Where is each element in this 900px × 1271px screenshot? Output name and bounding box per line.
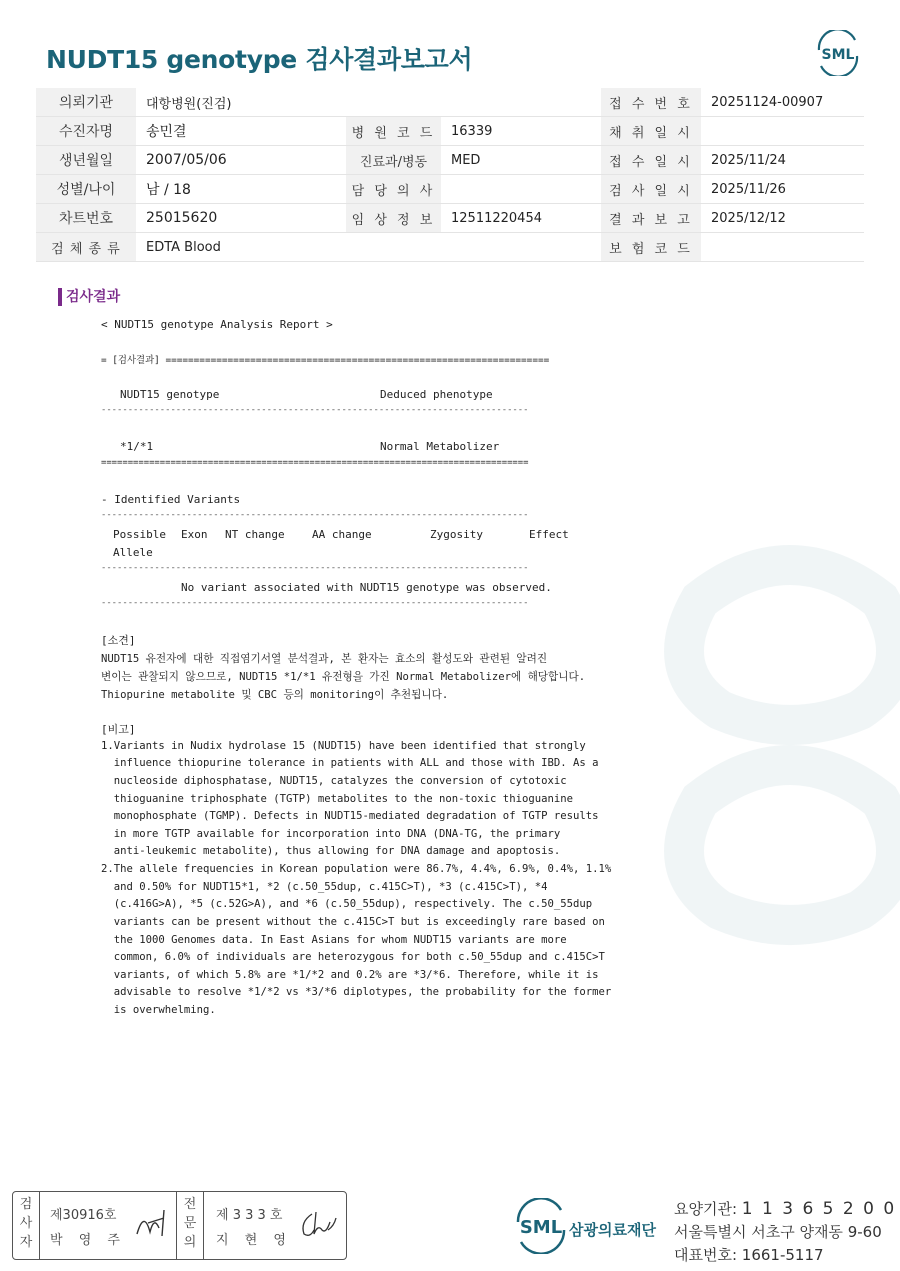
remarks-line: (c.416G>A), *5 (c.52G>A), and *6 (c.50_55dup), respectively. The c.50_55dup: [101, 898, 593, 910]
signature-box: [12, 1191, 347, 1260]
var-col-allele2: Allele: [113, 546, 153, 559]
remarks-line: in more TGTP available for incorporation into DNA (DNA-TG, the primary: [101, 828, 561, 840]
remarks-line: 2.The allele frequencies in Korean population were 86.7%, 4.4%, 6.9%, 0.4%, 1.1%: [101, 863, 612, 875]
info-label: 접 수 일 시: [601, 146, 701, 175]
var-col-aa: AA change: [312, 528, 372, 541]
genotype-value: *1/*1: [120, 440, 154, 453]
sig2-label-cell: [177, 1192, 204, 1259]
info-label: 접 수 번 호: [601, 88, 701, 117]
sig1-license-no: 제30916호: [50, 1208, 117, 1223]
eq-divider: ================================================================================: [101, 458, 529, 468]
remarks-line: nucleoside diphosphatase, NUDT15, catalyzes the conversion of cytotoxic: [101, 775, 567, 787]
patient-info-table: [36, 88, 864, 262]
var-col-effect: Effect: [529, 528, 569, 541]
remarks-line: 1.Variants in Nudix hydrolase 15 (NUDT15) have been identified that strongly: [101, 740, 586, 752]
org-logo-icon: [513, 1198, 569, 1254]
info-value: 2007/05/06: [136, 146, 346, 175]
info-row: [36, 204, 864, 233]
dash-divider: --------------------------------------------------------------------------------: [101, 510, 529, 520]
info-value: [441, 175, 601, 204]
info-value: 16339: [441, 117, 601, 146]
info-value: 2025/11/24: [701, 146, 864, 175]
info-label: 진료과/병동: [346, 146, 441, 175]
info-row: [36, 175, 864, 204]
remarks-line: monophosphate (TGMP). Defects in NUDT15-mediated degradation of TGTP results: [101, 810, 599, 822]
result-section-heading: [58, 286, 120, 306]
info-label: 의뢰기관: [36, 88, 136, 117]
info-label: 차트번호: [36, 204, 136, 233]
org-address: 서울특별시 서초구 양재동 9-60: [674, 1223, 882, 1241]
info-value: 송민결: [136, 117, 346, 146]
opinion-line: 변이는 관찰되지 않으므로, NUDT15 *1/*1 유전형을 가진 Normal Metabolizer에 해당합니다.: [101, 671, 586, 683]
remarks-line: anti-leukemic metabolite), thus allowing for DNA damage and apoptosis.: [101, 845, 561, 857]
remarks-line: variants, of which 5.8% are *1/*2 and 0.2% are *3/*6. Therefore, while it is: [101, 969, 599, 981]
remarks-line: common, 6.0% of individuals are heterozygous for both c.50_55dup and c.415C>T: [101, 951, 605, 963]
section-marker: [58, 288, 62, 306]
remarks-line: thioguanine triphosphate (TGTP) metabolites to the non-toxic thioguanine: [101, 793, 573, 805]
info-label: 검 체 종 류: [36, 233, 136, 262]
dash-divider: --------------------------------------------------------------------------------: [101, 405, 529, 415]
remarks-title: [비고]: [101, 723, 136, 736]
info-value: 25015620: [136, 204, 346, 233]
info-label: 검 사 일 시: [601, 175, 701, 204]
opinion-title: [소견]: [101, 634, 136, 647]
code-label: 요양기관:: [674, 1200, 742, 1218]
dash-divider: --------------------------------------------------------------------------------: [101, 563, 529, 573]
remarks-line: is overwhelming.: [101, 1004, 216, 1016]
code-value: 1 1 3 6 5 2 0 0: [741, 1199, 897, 1219]
info-spacer: [441, 233, 601, 262]
remarks-line: influence thiopurine tolerance in patients with ALL and those with IBD. As a: [101, 757, 599, 769]
sig1-label-char: 자: [19, 1235, 33, 1250]
info-value: EDTA Blood: [136, 233, 346, 262]
svg-text:SML: SML: [821, 47, 855, 63]
info-row: [36, 146, 864, 175]
info-value: 대항병원(진검): [136, 88, 346, 117]
sig2-signature-icon: [298, 1208, 340, 1240]
info-spacer: [441, 88, 601, 117]
sig1-content-cell: [40, 1192, 177, 1259]
sig2-label-char: 의: [183, 1235, 197, 1250]
variants-title: - Identified Variants: [101, 493, 241, 506]
sig1-label-char: 사: [19, 1216, 33, 1231]
info-label: 임 상 정 보: [346, 204, 441, 233]
sig2-license-no: 제 3 3 3 호: [216, 1208, 283, 1223]
sig2-label-char: 문: [183, 1216, 197, 1231]
info-label: 생년월일: [36, 146, 136, 175]
info-value: 2025/11/26: [701, 175, 864, 204]
svg-text:SML: SML: [519, 1217, 563, 1238]
sig1-label-cell: [13, 1192, 40, 1259]
col-genotype-header: NUDT15 genotype: [120, 388, 220, 401]
watermark-logo-icon: [660, 540, 900, 960]
info-row: [36, 88, 864, 117]
info-value: 12511220454: [441, 204, 601, 233]
col-phenotype-header: Deduced phenotype: [380, 388, 493, 401]
info-label: 성별/나이: [36, 175, 136, 204]
sml-logo-icon: [815, 30, 861, 76]
info-row: [36, 233, 864, 262]
sig1-name: 박 영 주: [50, 1233, 126, 1248]
section-title: 검사결과: [66, 289, 121, 305]
info-label: 채 취 일 시: [601, 117, 701, 146]
opinion-line: NUDT15 유전자에 대한 직접염기서열 분석결과, 본 환자는 효소의 활성도와 관련된 알려진: [101, 653, 548, 665]
remarks-line: variants can be present without the c.415C>T but is exceedingly rare based on: [101, 916, 605, 928]
info-label: 수진자명: [36, 117, 136, 146]
info-spacer: [346, 88, 441, 117]
sig2-content-cell: [204, 1192, 345, 1259]
dash-divider: --------------------------------------------------------------------------------: [101, 598, 529, 608]
info-label: 병 원 코 드: [346, 117, 441, 146]
phenotype-value: Normal Metabolizer: [380, 440, 500, 453]
org-phone: [674, 1244, 824, 1265]
remarks-line: advisable to resolve *1/*2 vs *3/*6 diplotypes, the probability for the former: [101, 986, 612, 998]
info-label: 보 험 코 드: [601, 233, 701, 262]
sig1-signature-icon: [134, 1206, 174, 1240]
var-col-zygosity: Zygosity: [430, 528, 483, 541]
remarks-line: and 0.50% for NUDT15*1, *2 (c.50_55dup, c.415C>T), *3 (c.415C>T), *4: [101, 881, 548, 893]
sig1-label-char: 검: [19, 1197, 33, 1212]
institution-code: [674, 1198, 896, 1219]
report-header: < NUDT15 genotype Analysis Report >: [101, 318, 333, 331]
var-col-exon: Exon: [181, 528, 208, 541]
info-value: 20251124-00907: [701, 88, 864, 117]
org-name: 삼광의료재단: [569, 1221, 656, 1239]
var-col-allele: Possible: [113, 528, 166, 541]
var-col-nt: NT change: [225, 528, 285, 541]
result-divider-title: = [검사결과] ====================================================================: [101, 355, 550, 366]
opinion-line: Thiopurine metabolite 및 CBC 등의 monitoring이 추천됩니다.: [101, 689, 449, 701]
info-value: [701, 117, 864, 146]
info-value: 남 / 18: [136, 175, 346, 204]
phone-value: 1661-5117: [741, 1246, 824, 1264]
info-value: MED: [441, 146, 601, 175]
info-row: [36, 117, 864, 146]
info-spacer: [346, 233, 441, 262]
sig2-name: 지 현 영: [216, 1233, 292, 1248]
phone-label: 대표번호:: [674, 1246, 742, 1264]
info-value: 2025/12/12: [701, 204, 864, 233]
info-label: 결 과 보 고: [601, 204, 701, 233]
info-label: 담 당 의 사: [346, 175, 441, 204]
sig2-label-char: 전: [183, 1197, 197, 1212]
info-value: [701, 233, 864, 262]
no-variant-text: No variant associated with NUDT15 genotype was observed.: [181, 581, 552, 594]
report-title: NUDT15 genotype 검사결과보고서: [46, 45, 473, 74]
remarks-line: the 1000 Genomes data. In East Asians for whom NUDT15 variants are more: [101, 934, 567, 946]
